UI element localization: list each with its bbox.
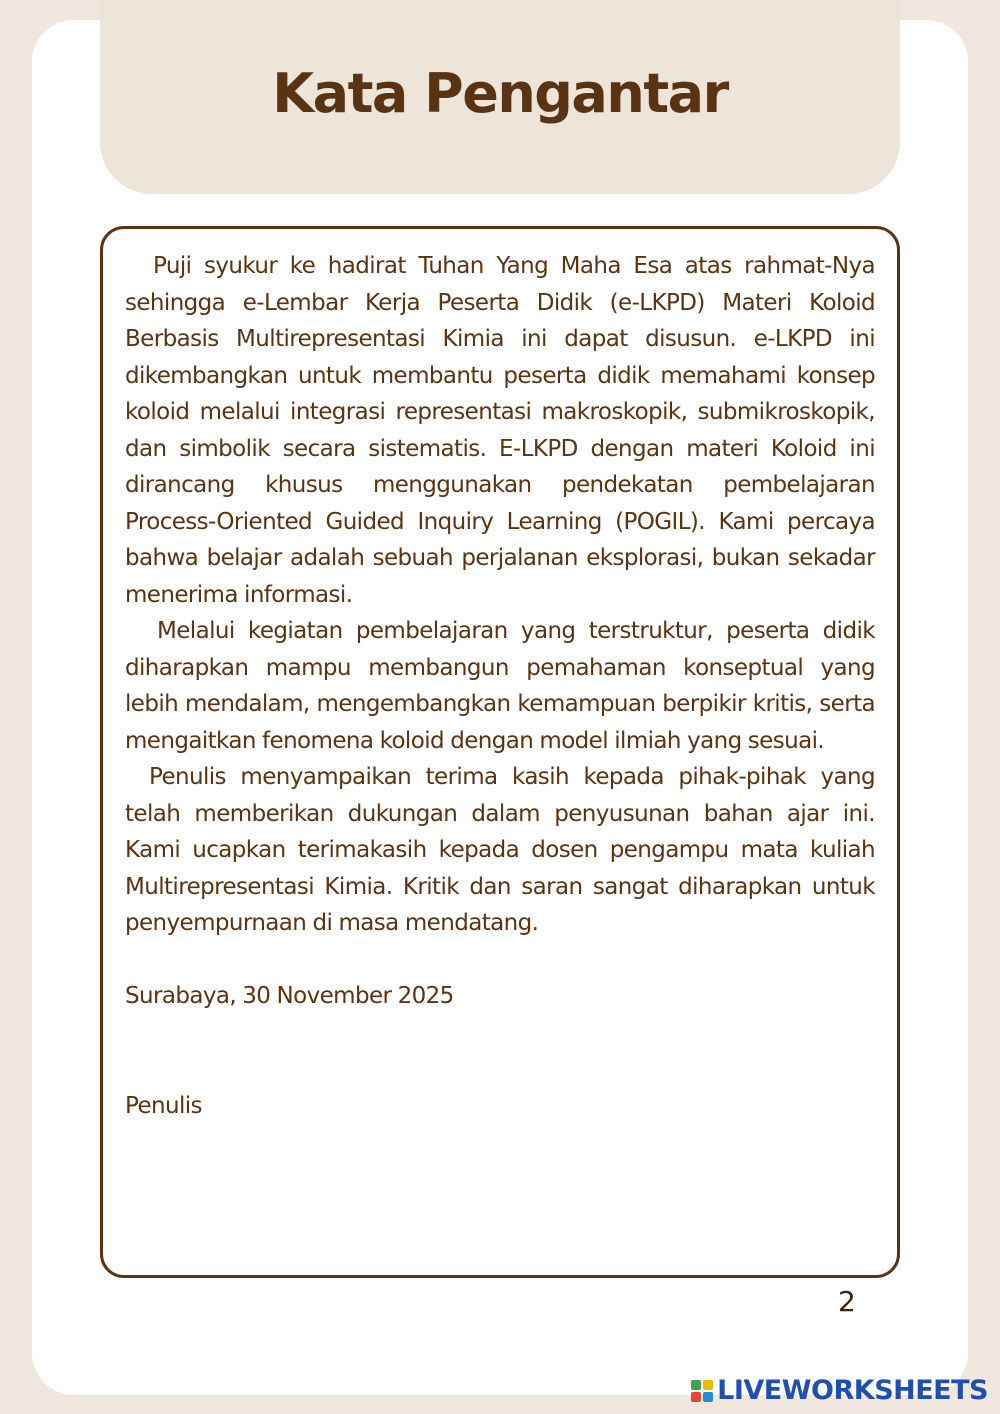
liveworksheets-watermark[interactable] bbox=[691, 1375, 988, 1406]
watermark-text: LIVEWORKSHEETS bbox=[717, 1375, 988, 1406]
preface-content-box bbox=[100, 226, 900, 1278]
page-number: 2 bbox=[838, 1285, 856, 1318]
preface-paragraph-2: Melalui kegiatan pembelajaran yang terstruktur, peserta didik diharapkan mampu membangun pemahaman konseptual yang lebih mendalam, mengembangkan kemampuan berpikir kritis, serta mengaitkan fenomena koloid dengan model ilmiah yang sesuai. bbox=[125, 618, 875, 754]
liveworksheets-logo-icon bbox=[691, 1380, 713, 1402]
preface-paragraph-3: Penulis menyampaikan terima kasih kepada pihak-pihak yang telah memberikan dukungan dalam penyusunan bahan ajar ini. Kami ucapkan terimakasih kepada dosen pengampu mata kuliah Multirepresentasi Kimia. Kritik dan saran sangat diharapkan untuk penyempurnaan di masa mendatang. bbox=[125, 764, 875, 936]
page-title: Kata Pengantar bbox=[272, 62, 728, 125]
place-and-date: Surabaya, 30 November 2025 bbox=[125, 982, 454, 1009]
signer-name: Penulis bbox=[125, 1093, 202, 1119]
preface-paragraph-1: Puji syukur ke hadirat Tuhan Yang Maha Esa atas rahmat-Nya sehingga e-Lembar Kerja Peserta Didik (e-LKPD) Materi Koloid Berbasis Multirepresentasi Kimia ini dapat disusun. e-LKPD ini dikembangkan untuk membantu peserta didik memahami konsep koloid melalui integrasi representasi makroskopik, submikroskopik, dan simbolik secara sistematis. E-LKPD dengan materi Koloid ini dirancang khusus menggunakan pendekatan pembelajaran Process-Oriented Guided Inquiry Learning (POGIL). Kami percaya bahwa belajar adalah sebuah perjalanan eksplorasi, bukan sekadar menerima informasi. bbox=[125, 253, 875, 608]
